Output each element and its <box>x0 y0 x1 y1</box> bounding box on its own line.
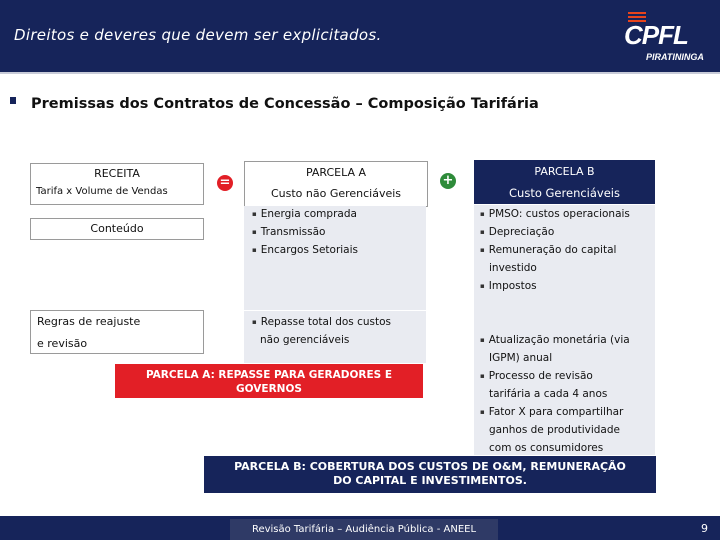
list-item-cont: com os consumidores <box>489 442 604 454</box>
receita-title: RECEITA <box>94 167 140 180</box>
conteudo-box <box>30 218 204 240</box>
parcela-b-header <box>474 160 655 204</box>
list-item-cont: IGPM) anual <box>489 352 553 364</box>
header-divider <box>0 72 720 74</box>
equals-icon: = <box>217 175 233 191</box>
parcela-b-title: PARCELA B <box>534 165 595 178</box>
list-item: ▪ Energia comprada <box>252 208 357 220</box>
page-number: 9 <box>701 522 708 535</box>
list-item: ▪ Repasse total dos custos <box>252 316 391 328</box>
regras-line-2: e revisão <box>37 337 88 350</box>
parcela-a-title: PARCELA A <box>305 166 367 179</box>
receita-subtitle: Tarifa x Volume de Vendas <box>36 186 168 197</box>
logo-subtitle: PIRATININGA <box>646 52 704 62</box>
regras-line-1: Regras de reajuste <box>37 315 141 328</box>
list-item-cont: não gerenciáveis <box>260 334 350 346</box>
parcela-b-content-cell <box>474 205 655 455</box>
list-item: ▪ Impostos <box>480 280 537 292</box>
list-item: ▪ PMSO: custos operacionais <box>480 208 630 220</box>
receita-box <box>30 163 204 205</box>
parcela-a-callout <box>115 364 423 398</box>
footer-label-box <box>230 519 498 540</box>
header-bar <box>0 0 720 72</box>
list-item: ▪ Depreciação <box>480 226 554 238</box>
square-bullet-icon <box>10 97 16 104</box>
list-item: ▪ Encargos Setoriais <box>252 244 358 256</box>
parcela-a-header <box>244 161 428 207</box>
regras-box <box>30 310 204 354</box>
parcela-b-subtitle: Custo Gerenciáveis <box>509 186 620 200</box>
parcela-a-content-cell <box>244 206 426 310</box>
list-item-cont: investido <box>489 262 537 274</box>
callout-b-line-1: PARCELA B: COBERTURA DOS CUSTOS DE O&M, REMUNERAÇÃO <box>234 460 626 473</box>
page-title: Direitos e deveres que devem ser explicitados. <box>14 26 382 44</box>
section-title: Premissas dos Contratos de Concessão – Composição Tarifária <box>31 96 539 112</box>
callout-a-line-2: GOVERNOS <box>236 383 302 395</box>
list-item-cont: tarifária a cada 4 anos <box>489 388 608 400</box>
parcela-a-subtitle: Custo não Gerenciáveis <box>270 187 402 200</box>
parcela-a-regras-cell <box>244 311 426 363</box>
list-item: ▪ Atualização monetária (via <box>480 334 630 346</box>
parcela-b-callout <box>204 456 656 493</box>
logo-word: CPFL <box>624 20 688 50</box>
conteudo-label: Conteúdo <box>90 222 144 235</box>
plus-icon: + <box>440 173 456 189</box>
footer-text: Revisão Tarifária – Audiência Pública - ANEEL <box>251 524 477 535</box>
cpfl-logo <box>626 10 712 64</box>
callout-b-line-2: DO CAPITAL E INVESTIMENTOS. <box>333 474 527 487</box>
list-item: ▪ Transmissão <box>252 226 325 238</box>
list-item-cont: ganhos de produtividade <box>489 424 620 436</box>
list-item: ▪ Remuneração do capital <box>480 244 616 256</box>
callout-a-line-1: PARCELA A: REPASSE PARA GERADORES E <box>145 369 393 381</box>
list-item: ▪ Fator X para compartilhar <box>480 406 623 418</box>
list-item: ▪ Processo de revisão <box>480 370 593 382</box>
